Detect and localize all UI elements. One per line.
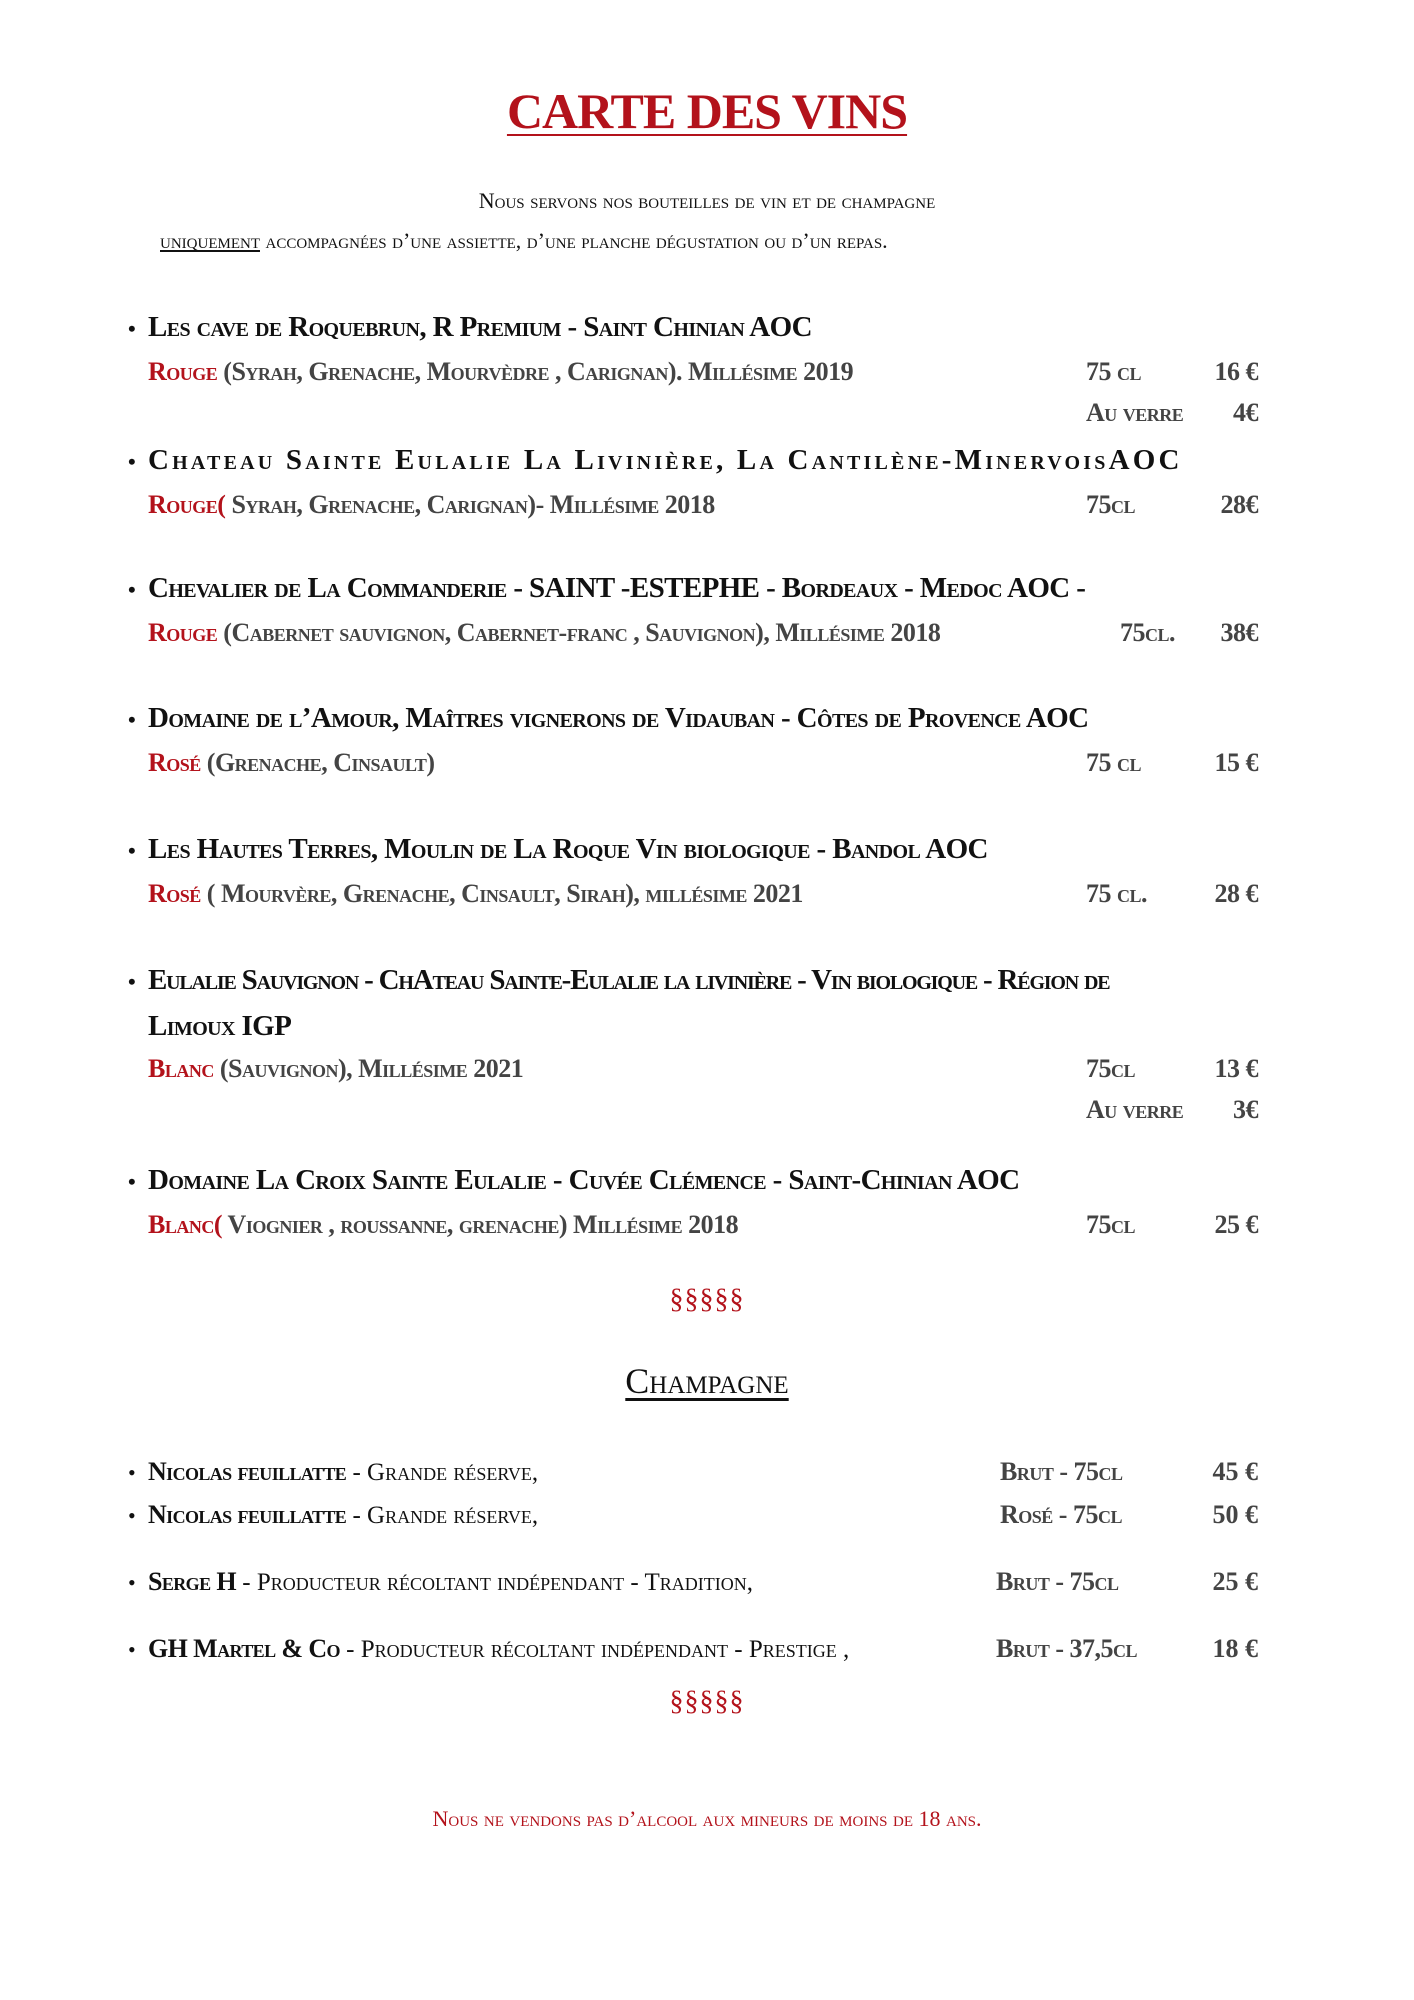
wine-name: • Domaine La Croix Sainte Eulalie - Cuvée Clémence - Saint-Chinian AOC: [128, 1158, 1268, 1204]
wine-volume: 75 cl: [1086, 357, 1142, 386]
champagne-type: Brut - 75cl: [996, 1567, 1119, 1596]
wine-item: [128, 696, 1268, 784]
wine-color: Rouge: [148, 618, 218, 647]
wine-price: 15 €: [1214, 748, 1258, 777]
wine-detail: [128, 742, 1268, 784]
wine-volume: 75cl: [1086, 1054, 1136, 1083]
section-separator: §§§§§: [669, 1284, 745, 1315]
intro-line-1: Nous servons nos bouteilles de vin et de champagne: [478, 188, 936, 213]
intro-underlined-word: uniquement: [160, 228, 260, 253]
wine-name-continued: Limoux IGP: [148, 1010, 292, 1042]
wine-glass: [128, 1090, 1268, 1130]
champagne-name: GH Martel & Co: [148, 1634, 340, 1663]
champagne-name: Nicolas feuillatte: [148, 1500, 347, 1529]
wine-name: • Chateau Sainte Eulalie La Livinière, La Cantilène-MinervoisAOC: [128, 438, 1268, 484]
wine-price: 13 €: [1214, 1054, 1258, 1083]
section-separator: §§§§§: [669, 1686, 745, 1717]
wine-color: Rouge(: [148, 490, 226, 519]
wine-item: [128, 1158, 1268, 1246]
wine-price: 28 €: [1214, 879, 1258, 908]
bullet-icon: •: [128, 316, 136, 341]
wine-detail: [128, 612, 1268, 654]
wine-price: 28€: [1220, 490, 1258, 519]
bullet-icon: •: [128, 969, 136, 994]
wine-color: Blanc(: [148, 1210, 223, 1239]
wine-item: [128, 305, 1268, 433]
champagne-desc: - Grande réserve,: [346, 1459, 539, 1486]
wine-volume: 75cl: [1086, 1210, 1136, 1239]
wine-volume: 75 cl: [1086, 748, 1142, 777]
wine-grapes: (Grenache, Cinsault): [200, 748, 435, 777]
wine-name: • Eulalie Sauvignon - ChAteau Sainte-Eulalie la livinière - Vin biologique - Région de: [128, 958, 1268, 1004]
champagne-price: 50 €: [1212, 1500, 1258, 1529]
champagne-heading: Champagne: [625, 1361, 789, 1401]
champagne-item: [128, 1628, 1268, 1670]
champagne-type: Brut - 37,5cl: [996, 1634, 1138, 1663]
champagne-item: [128, 1561, 1268, 1603]
wine-name: • Chevalier de La Commanderie - SAINT -ESTEPHE - Bordeaux - Medoc AOC -: [128, 566, 1268, 612]
wine-price: 16 €: [1214, 357, 1258, 386]
wine-item: [128, 827, 1268, 915]
wine-price: 38€: [1220, 618, 1258, 647]
champagne-price: 45 €: [1212, 1457, 1258, 1486]
wine-item: [128, 566, 1268, 654]
wine-grapes: Syrah, Grenache, Carignan)- Millésime 2018: [225, 490, 715, 519]
wine-detail: [128, 1048, 1268, 1090]
champagne-name: Serge H: [148, 1567, 236, 1596]
age-notice: Nous ne vendons pas d’alcool aux mineurs de moins de 18 ans.: [432, 1806, 982, 1831]
bullet-icon: •: [128, 449, 136, 474]
bullet-icon: •: [128, 707, 136, 732]
wine-item: [128, 958, 1268, 1130]
champagne-item: [128, 1451, 1268, 1493]
wine-name: • Les cave de Roquebrun, R Premium - Saint Chinian AOC: [128, 305, 1268, 351]
wine-item: [128, 438, 1268, 526]
bullet-icon: •: [128, 1169, 136, 1194]
wine-name: • Les Hautes Terres, Moulin de La Roque Vin biologique - Bandol AOC: [128, 827, 1268, 873]
wine-name: • Domaine de l’Amour, Maîtres vignerons de Vidauban - Côtes de Provence AOC: [128, 696, 1268, 742]
wine-color: Rosé: [148, 748, 201, 777]
wine-color: Rosé: [148, 879, 201, 908]
champagne-desc: - Grande réserve,: [346, 1502, 539, 1529]
wine-color: Blanc: [148, 1054, 214, 1083]
champagne-item: [128, 1494, 1268, 1536]
bullet-icon: •: [128, 1637, 136, 1662]
wine-price: 25 €: [1214, 1210, 1258, 1239]
bullet-icon: •: [128, 1460, 136, 1485]
champagne-desc: - Producteur récoltant indépendant - Prestige ,: [339, 1636, 850, 1663]
bullet-icon: •: [128, 1570, 136, 1595]
champagne-price: 25 €: [1212, 1567, 1258, 1596]
wine-detail: [128, 873, 1268, 915]
champagne-price: 18 €: [1212, 1634, 1258, 1663]
intro-line-2: [160, 228, 888, 254]
wine-detail: [128, 484, 1268, 526]
wine-volume: 75cl: [1086, 490, 1136, 519]
champagne-type: Brut - 75cl: [1000, 1457, 1123, 1486]
glass-label: Au verre: [1086, 398, 1184, 427]
champagne-type: Rosé - 75cl: [1000, 1500, 1122, 1529]
wine-glass: [128, 393, 1268, 433]
glass-price: 4€: [1233, 398, 1258, 427]
champagne-name: Nicolas feuillatte: [148, 1457, 347, 1486]
wine-grapes: (Sauvignon), Millésime 2021: [213, 1054, 524, 1083]
page-title: CARTE DES VINS: [506, 83, 908, 139]
glass-price: 3€: [1233, 1095, 1258, 1124]
glass-label: Au verre: [1086, 1095, 1184, 1124]
champagne-desc: - Producteur récoltant indépendant - Tradition,: [236, 1569, 753, 1596]
wine-detail: [128, 351, 1268, 393]
wine-grapes: Viognier , roussanne, grenache) Millésime 2018: [222, 1210, 739, 1239]
bullet-icon: •: [128, 577, 136, 602]
wine-grapes: (Cabernet sauvignon, Cabernet-franc , Sauvignon), Millésime 2018: [217, 618, 941, 647]
wine-grapes: (Syrah, Grenache, Mourvèdre , Carignan). Millésime 2019: [217, 357, 854, 386]
bullet-icon: •: [128, 838, 136, 863]
wine-color: Rouge: [148, 357, 218, 386]
wine-volume: 75cl.: [1120, 618, 1176, 647]
wine-grapes: ( Mourvère, Grenache, Cinsault, Sirah), millésime 2021: [200, 879, 803, 908]
intro-line-2-text: accompagnées d’une assiette, d’une planche dégustation ou d’un repas.: [259, 228, 888, 253]
wine-detail: [128, 1204, 1268, 1246]
bullet-icon: •: [128, 1503, 136, 1528]
wine-volume: 75 cl.: [1086, 879, 1148, 908]
